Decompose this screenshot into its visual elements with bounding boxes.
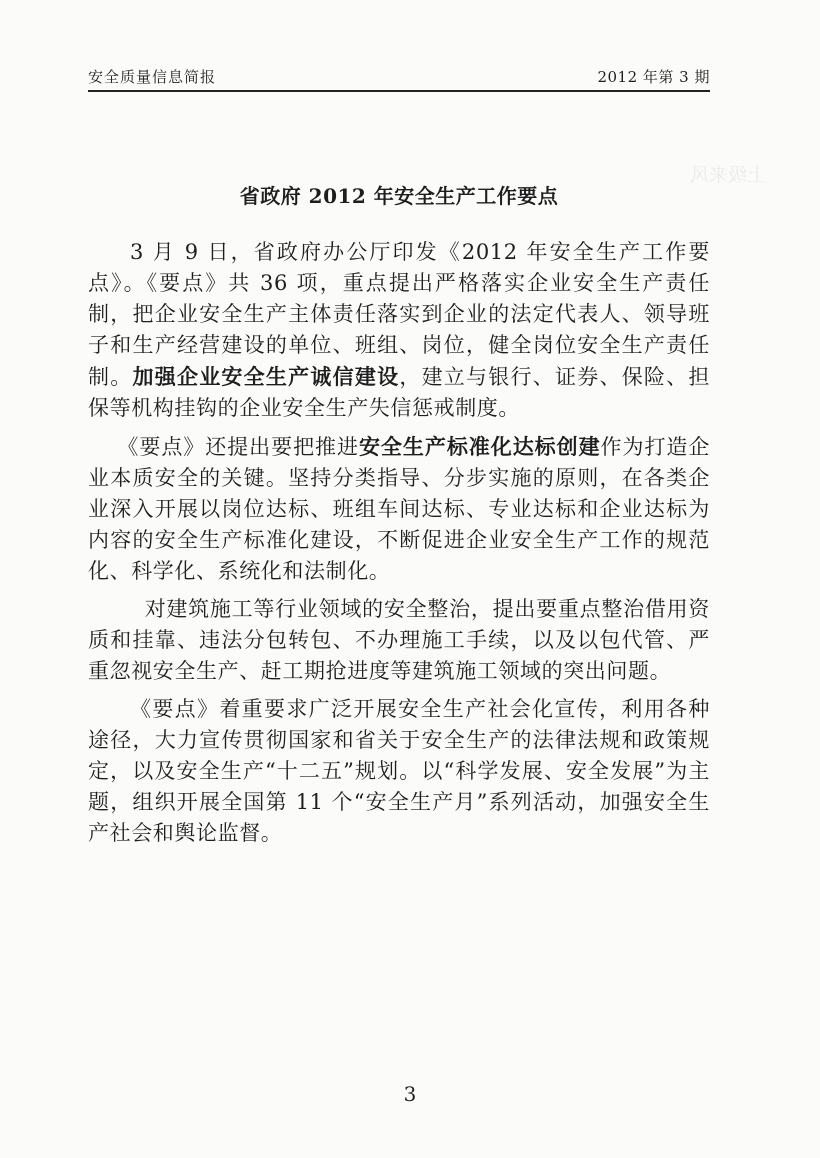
paragraph-3: 对建筑施工等行业领域的安全整治，提出要重点整治借用资质和挂靠、违法分包转包、不办理施工手续，以及以包代管、严重忽视安全生产、赶工期抢进度等建筑施工领域的突出问题。 <box>88 597 710 683</box>
paragraph-1-emphasis: 加强企业安全生产诚信建设 <box>132 364 400 389</box>
paragraph-2 <box>88 431 710 587</box>
paragraph-4: 《要点》着重要求广泛开展安全生产社会化宣传，利用各种途径，大力宣传贯彻国家和省关于安全生产的法律法规和政策规定，以及安全生产“十二五”规划。以“科学发展、安全发展”为主题，组织开展全国第 11 个“安全生产月”系列活动，加强安全生产社会和舆论监督。 <box>88 697 710 845</box>
issue-number: 2012 年第 3 期 <box>597 68 710 86</box>
paragraph-2-emphasis: 安全生产标准化达标创建 <box>358 434 601 459</box>
paragraph-1-text-b: ，建立与银行、证券、保险、担保等机构挂钩的企业安全生产失信惩戒制度。 <box>88 365 711 420</box>
paragraph-1 <box>88 237 710 424</box>
show-through-marks: 上级来风 <box>690 164 767 186</box>
document-title: 省政府 2012 年安全生产工作要点 <box>239 184 559 208</box>
paragraph-1-text-a: 3 月 9 日，省政府办公厅印发《2012 年安全生产工作要点》。《要点》共 36 项，重点提出严格落实企业安全生产责任制，把企业安全生产主体责任落实到企业的法定代表人、领导班子和生产经营建设的单位、班组、岗位，健全岗位安全生产责任制。 <box>88 240 710 389</box>
page-number: 3 <box>403 1082 417 1106</box>
publication-name: 安全质量信息简报 <box>88 68 217 86</box>
paragraph-2-text-b: 作为打造企业本质安全的关键。坚持分类指导、分步实施的原则，在各类企业深入开展以岗位达标、班组车间达标、专业达标和企业达标为内容的安全生产标准化建设，不断促进企业安全生产工作的规范化、科学化、系统化和法制化。 <box>88 435 710 583</box>
paragraph-2-text-a: 《要点》还提出要把推进 <box>117 435 359 459</box>
running-header <box>88 64 710 92</box>
article-body <box>88 237 710 849</box>
